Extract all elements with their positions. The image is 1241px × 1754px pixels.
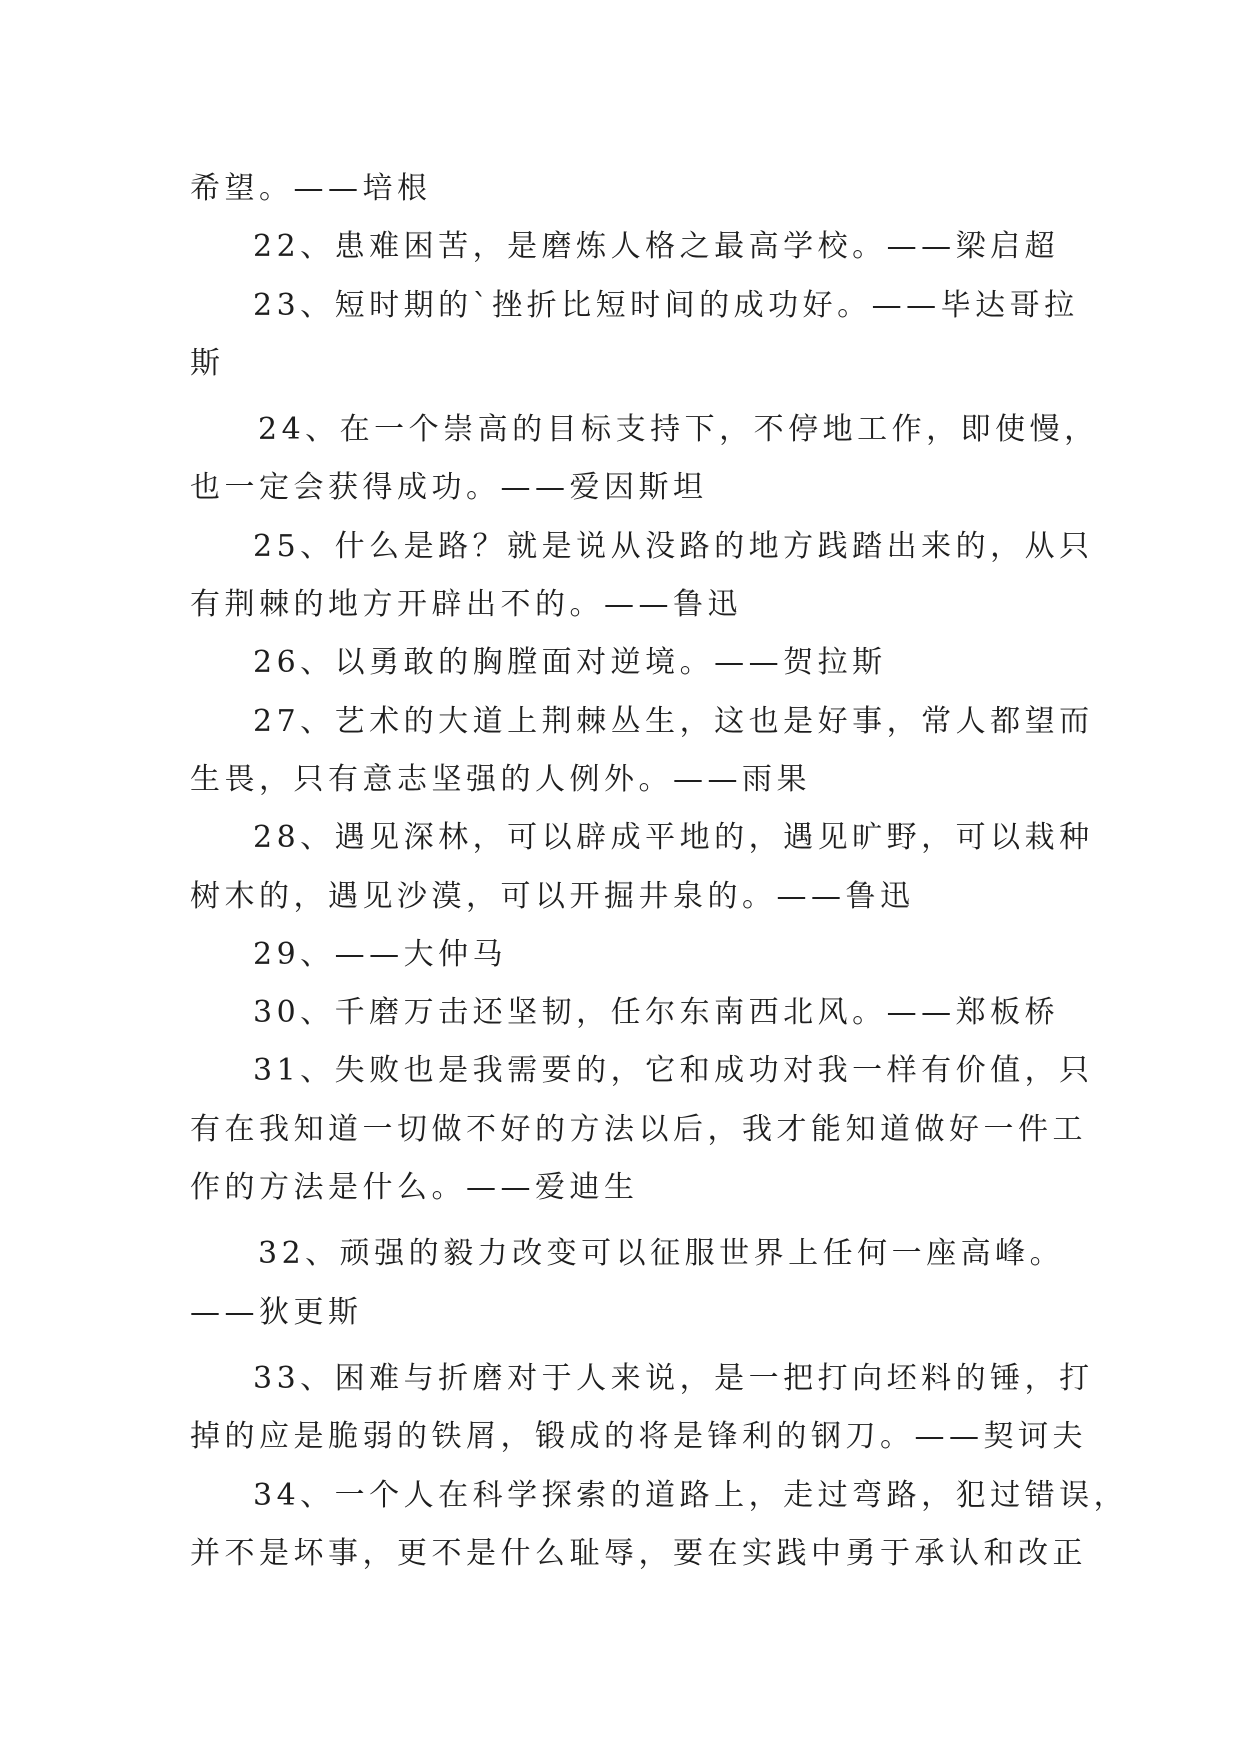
paragraph-gap [190, 1342, 1060, 1350]
quote-34-line: 34、一个人在科学探索的道路上，走过弯路，犯过错误， [253, 1477, 1129, 1513]
text-line: 掉的应是脆弱的铁屑，锻成的将是锋利的钢刀。——契诃夫 [190, 1419, 1087, 1455]
quote-30-line: 30、千磨万击还坚韧，任尔东南西北风。——郑板桥 [253, 995, 1060, 1031]
quote-29-line: 29、——大仲马 [253, 936, 508, 972]
text-line: 也一定会获得成功。——爱因斯坦 [190, 470, 708, 506]
text-line: 生畏，只有意志坚强的人例外。——雨果 [190, 761, 811, 797]
quote-27-line: 27、艺术的大道上荆棘丛生，这也是好事，常人都望而 [253, 703, 1094, 739]
text-line: 树木的，遇见沙漠，可以开掘井泉的。——鲁迅 [190, 878, 915, 914]
quote-33-line: 33、困难与折磨对于人来说，是一把打向坯料的锤，打 [253, 1360, 1094, 1396]
quote-25-line: 25、什么是路？就是说从没路的地方践踏出来的，从只 [253, 528, 1094, 564]
quote-31-line: 31、失败也是我需要的，它和成功对我一样有价值，只 [253, 1053, 1094, 1089]
quote-text-block [190, 160, 1129, 1583]
quote-28-line: 28、遇见深林，可以辟成平地的，遇见旷野，可以栽种 [253, 820, 1094, 856]
quote-23-line: 23、短时期的`挫折比短时间的成功好。——毕达哥拉 [253, 287, 1079, 323]
text-line: 有荆棘的地方开辟出不的。——鲁迅 [190, 587, 742, 623]
quote-22-line: 22、患难困苦，是磨炼人格之最高学校。——梁启超 [253, 229, 1060, 265]
paragraph-gap [190, 1217, 1060, 1225]
paragraph-gap [190, 393, 1060, 401]
text-line: 希望。——培根 [190, 171, 432, 206]
text-line: 斯 [190, 345, 225, 381]
quote-32-line: 32、顽强的毅力改变可以征服世界上任何一座高峰。 [258, 1236, 1065, 1272]
text-line: 并不是坏事，更不是什么耻辱，要在实践中勇于承认和改正 [190, 1535, 1087, 1571]
text-line: 作的方法是什么。——爱迪生 [190, 1170, 639, 1206]
text-line: 有在我知道一切做不好的方法以后，我才能知道做好一件工 [190, 1111, 1087, 1147]
text-line: ——狄更斯 [190, 1294, 363, 1330]
quote-26-line: 26、以勇敢的胸膛面对逆境。——贺拉斯 [253, 645, 887, 681]
quote-24-line: 24、在一个崇高的目标支持下，不停地工作，即使慢， [258, 412, 1099, 448]
